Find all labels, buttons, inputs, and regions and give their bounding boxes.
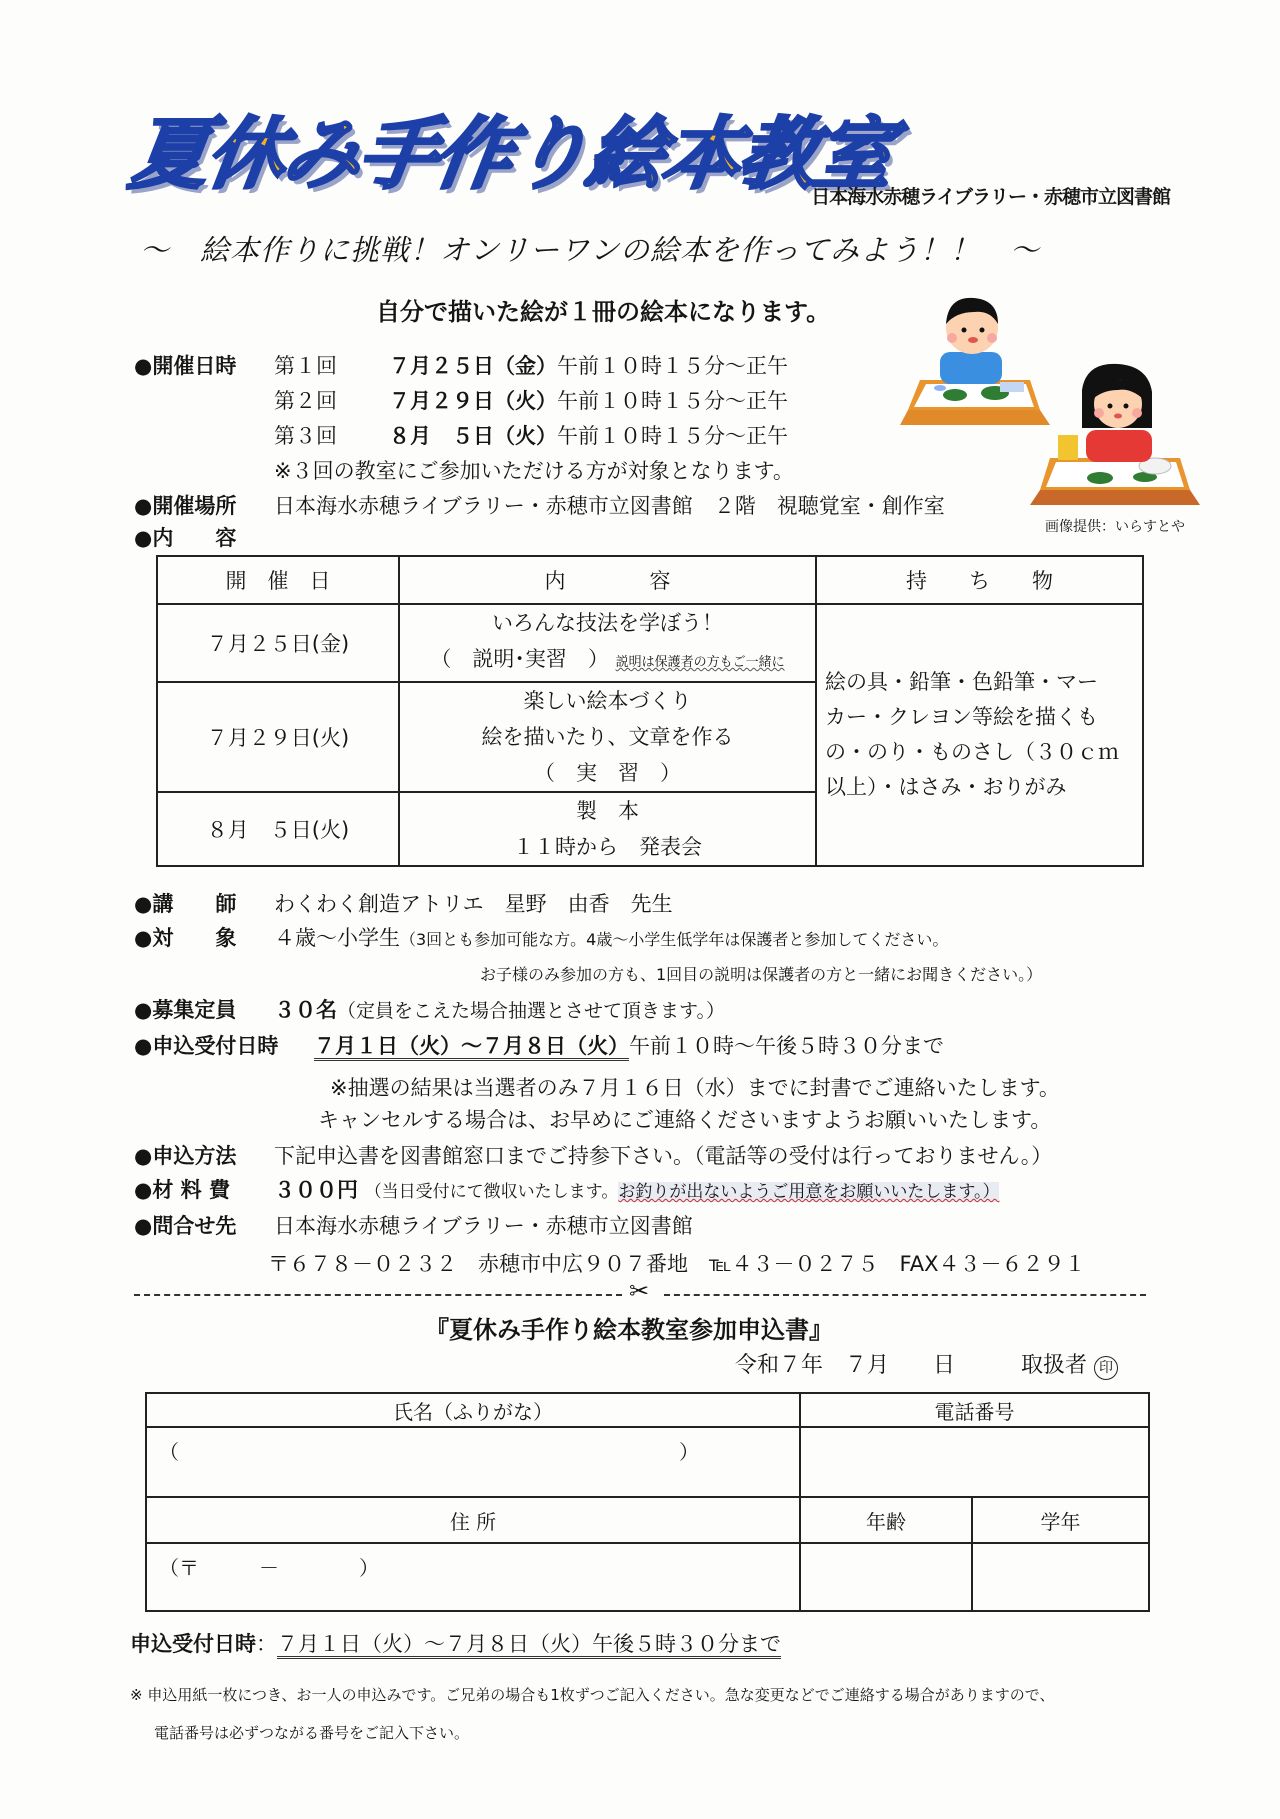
age-field[interactable]: [800, 1543, 972, 1611]
row-content: [399, 604, 816, 682]
image-credit: 画像提供：いらすとや: [1045, 519, 1185, 535]
content-line: いろんな技法を学ぼう！: [492, 611, 723, 635]
name-field[interactable]: （ ）: [146, 1427, 800, 1497]
method-value: 下記申込書を図書館窓口までご持参下さい。（電話等の受付は行っておりません。）: [274, 1144, 1053, 1168]
session-date: ７月２９日（火）: [389, 389, 557, 413]
address-field[interactable]: （〒 － ）: [146, 1543, 800, 1611]
header-content: 内 容: [399, 556, 816, 604]
fee-value: ３００円: [274, 1178, 358, 1202]
schedule-label: ●開催日時: [134, 354, 237, 378]
form-date-text: 令和７年 ７月 日 取扱者: [735, 1353, 1088, 1378]
footer-note: ※ 申込用紙一枚につき、お一人の申込みです。ご兄弟の場合も1枚ずつご記入ください。急な変更などでご連絡する場合がありますので、: [130, 1686, 1055, 1704]
cancel-note: キャンセルする場合は、お早めにご連絡くださいますようお願いいたします。: [318, 1108, 1052, 1132]
items-line: 以上）・はさみ・おりがみ: [825, 775, 1067, 799]
content-line: （ 実 習 ）: [534, 761, 681, 785]
fee-label: ●材 料 費: [134, 1178, 230, 1202]
session-row: [274, 420, 788, 450]
address-header: 住 所: [146, 1497, 800, 1543]
cut-line: [134, 1277, 1146, 1305]
girl-illustration: [1030, 364, 1200, 505]
venue-row: [134, 490, 945, 520]
session-time: 午前１０時１５分～正午: [557, 424, 788, 448]
page-title: 夏休み手作り絵本教室: [124, 110, 898, 200]
lottery-note: ※抽選の結果は当選者のみ７月１６日（水）までに封書でご連絡いたします。: [330, 1076, 1060, 1100]
footer-note: 電話番号は必ずつながる番号をご記入下さい。: [154, 1724, 470, 1742]
instructor-row: [134, 888, 673, 918]
items-line: の・のり・ものさし（３０ｃｍ: [825, 740, 1119, 764]
items-line: カー・クレヨン等絵を描くも: [825, 705, 1098, 729]
content-line: １１時から 発表会: [513, 835, 702, 859]
footer-deadline: 申込受付日時：７月１日（火）～７月８日（火）午後５時３０分まで: [130, 1628, 781, 1658]
items-cell: [816, 604, 1143, 866]
session-number: 第２回: [274, 389, 337, 413]
footer-deadline-value: ７月１日（火）～７月８日（火）午後５時３０分まで: [277, 1632, 781, 1659]
seal-icon: 印: [1094, 1356, 1118, 1380]
target-row: [134, 922, 948, 952]
row-content: [399, 682, 816, 792]
boy-illustration: [900, 298, 1050, 425]
row-date: ８月 ５日(火): [157, 792, 399, 866]
instructor-value: わくわく創造アトリエ 星野 由香 先生: [274, 892, 673, 916]
capacity-value: ３０名: [274, 998, 337, 1022]
footer-notes: [130, 1676, 1055, 1752]
dashed-line-left: [134, 1294, 622, 1296]
fee-row: [134, 1174, 999, 1204]
method-label: ●申込方法: [134, 1144, 237, 1168]
session-number: 第３回: [274, 424, 337, 448]
phone-header: 電話番号: [800, 1393, 1149, 1427]
tagline: ～ 絵本作りに挑戦！オンリーワンの絵本を作ってみよう！！ ～: [140, 233, 1041, 267]
session-time: 午前１０時１５分～正午: [557, 389, 788, 413]
scissors-icon: ✂: [629, 1277, 650, 1305]
session-time: 午前１０時１５分～正午: [557, 354, 788, 378]
header-date: 開 催 日: [157, 556, 399, 604]
row-content: [399, 792, 816, 866]
row-date: ７月２５日(金): [157, 604, 399, 682]
contact-label: ●問合せ先: [134, 1214, 237, 1238]
target-label: ●対 象: [134, 926, 237, 950]
schedule-section: [134, 350, 788, 380]
target-note-2: お子様のみ参加の方も、1回目の説明は保護者の方と一緒にお聞きください。）: [480, 965, 1043, 984]
headline: 自分で描いた絵が１冊の絵本になります。: [376, 298, 831, 326]
application-form-table: [145, 1392, 1150, 1612]
contact-row: [134, 1210, 693, 1240]
contact-name: 日本海水赤穂ライブラリー・赤穂市立図書館: [274, 1214, 693, 1238]
capacity-note: （定員をこえた場合抽選とさせて頂きます。）: [337, 1000, 725, 1022]
form-title: 『夏休み手作り絵本教室参加申込書』: [425, 1316, 833, 1344]
session-number: 第１回: [274, 354, 337, 378]
instructor-label: ●講 師: [134, 892, 237, 916]
age-header: 年齢: [800, 1497, 972, 1543]
content-table: [156, 555, 1144, 867]
fee-note-emphasis: お釣りが出ないようご用意をお願いいたします。）: [618, 1182, 1000, 1202]
application-hours: 午前１０時～午後５時３０分まで: [629, 1034, 944, 1058]
session-row: [274, 385, 788, 415]
phone-field[interactable]: [800, 1427, 1149, 1497]
footer-deadline-label: 申込受付日時: [130, 1632, 256, 1656]
dashed-line-right: [664, 1294, 1146, 1296]
method-row: [134, 1140, 1052, 1170]
session-date: ７月２５日（金）: [389, 354, 557, 378]
target-note: （3回とも参加可能な方。4歳～小学生低学年は保護者と参加してください。: [400, 930, 949, 949]
content-note: 説明は保護者の方もご一緒に: [615, 655, 785, 670]
table-row: [157, 604, 1143, 682]
row-date: ７月２９日(火): [157, 682, 399, 792]
name-header: 氏名（ふりがな）: [146, 1393, 800, 1427]
content-line: 絵を描いたり、文章を作る: [481, 725, 734, 749]
form-date-line: [735, 1348, 1118, 1380]
fee-note: （当日受付にて徴収いたします。: [364, 1182, 619, 1202]
application-period-row: [134, 1030, 944, 1060]
venue-value: 日本海水赤穂ライブラリー・赤穂市立図書館 ２階 視聴覚室・創作室: [274, 494, 945, 518]
capacity-label: ●募集定員: [134, 998, 237, 1022]
application-period-label: ●申込受付日時: [134, 1034, 279, 1058]
items-line: 絵の具・鉛筆・色鉛筆・マー: [825, 670, 1098, 694]
session-date: ８月 ５日（火）: [389, 424, 557, 448]
content-line: 楽しい絵本づくり: [523, 689, 692, 713]
content-line: （ 説明･実習 ）: [430, 647, 609, 671]
schedule-note: ※３回の教室にご参加いただける方が対象となります。: [274, 459, 794, 483]
grade-field[interactable]: [972, 1543, 1149, 1611]
contact-address: 〒６７８－０２３２ 赤穂市中広９０７番地 ℡４３－０２７５ FAX４３－６２９１: [268, 1252, 1086, 1276]
organizer-name: 日本海水赤穂ライブラリー・赤穂市立図書館: [811, 186, 1170, 208]
content-line: 製 本: [576, 799, 639, 823]
header-items: 持 ち 物: [816, 556, 1143, 604]
children-drawing-illustration: [890, 280, 1210, 510]
capacity-row: [134, 994, 725, 1024]
table-header-row: [157, 556, 1143, 604]
venue-label: ●開催場所: [134, 494, 237, 518]
grade-header: 学年: [972, 1497, 1149, 1543]
application-dates: ７月１日（火）～７月８日（火）: [314, 1034, 629, 1061]
target-value: ４歳～小学生: [274, 926, 400, 950]
content-label: ●内 容: [134, 526, 237, 550]
